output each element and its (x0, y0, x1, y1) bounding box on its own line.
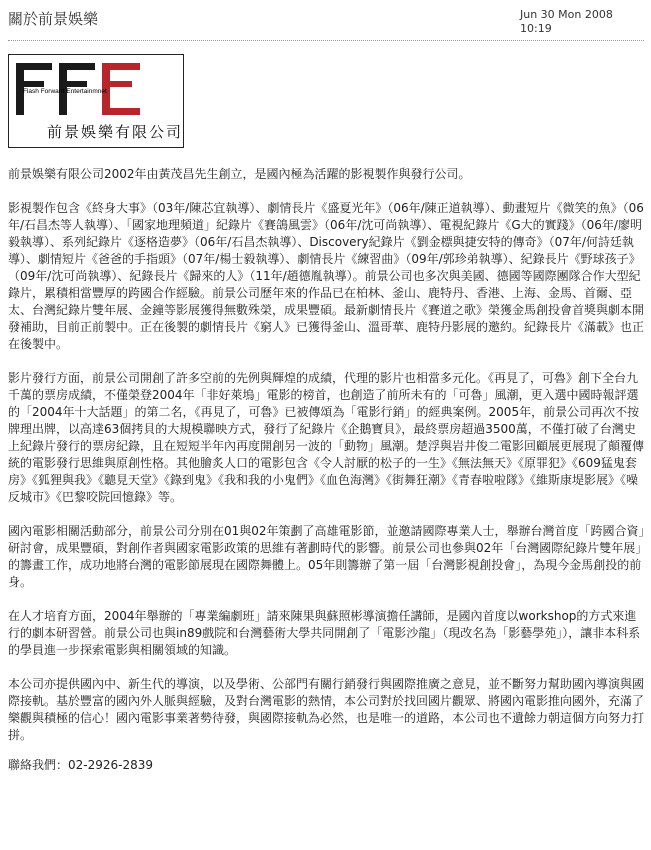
contact-info: 聯絡我們：02-2926-2839 (8, 758, 154, 772)
paragraph-intro: 前景娛樂有限公司2002年由黃茂昌先生創立，是國內極為活躍的影視製作與發行公司。 (8, 167, 471, 181)
logo-chinese-name: 前景娛樂有限公司 (47, 123, 184, 141)
post-date: Jun 30 Mon 2008 (520, 8, 613, 21)
post-timestamp (520, 8, 613, 36)
post-time: 10:19 (520, 22, 552, 35)
company-logo (8, 54, 184, 148)
paragraph-training: 在人才培育方面，2004年舉辦的「專業編劇班」請來陳果與蘇照彬導演擔任講師，是國內首度以workshop的方式來進行的劇本研習營。前景公司也與in89戲院和台灣藝術大學共同開創了「電影沙龍」（現改名為「影藝學苑」），讓非本科系的學員進一步探索電影與相關領域的知識。 (8, 609, 641, 657)
article-body (8, 166, 646, 791)
page-header (0, 0, 651, 40)
paragraph-production: 影視製作包含《終身大事》（03年/陳芯宜執導）、劇情長片《盛夏光年》（06年/陳正道執導）、動畫短片《微笑的魚》（06年/石昌杰等人執導）、「國家地理頻道」紀錄片《賽鴿風雲》（06年/沈可尚執導）、電視紀錄片《G大的實踐》（06年/廖明毅執導）、系列紀錄片《逐格造夢》（06年/石昌杰執導）、Discovery紀錄片《劉金標與捷安特的傳奇》（07年/何詩廷執導）、劇情短片《爸爸的手指頭》（07年/楊士毅執導）、劇情長片《練習曲》（09年/郭珍弟執導）、紀錄長片《野球孩子》（09年/沈可尚執導）、紀錄長片《歸來的人》（11年/趙德胤執導）。前景公司也多次與美國、德國等國際團隊合作大型紀錄片，累積相當豐厚的跨國合作經驗。前景公司歷年來的作品已在柏林、釜山、鹿特丹、香港、上海、金馬、首爾、亞太、台灣紀錄片雙年展、金鐘等影展獲得無數殊榮，成果豐碩。最新劇情長片《賽道之歌》榮獲金馬創投會首獎與劇本開發補助，目前正前製中。正在後製的劇情長片《窮人》已獲得釜山、溫哥華、鹿特丹影展的邀約。紀錄長片《滿載》也正在後製中。 (8, 201, 645, 351)
logo-english-name: Flash Forward Entertainmnet (23, 88, 107, 95)
paragraph-distribution: 影片發行方面，前景公司開創了許多空前的先例與輝煌的成績，代理的影片也相當多元化。《再見了，可魯》創下全台九千萬的票房成績，不僅榮登2004年「非好萊塢」電影的榜首，也創造了前所未有的「可魯」風潮，更入選中國時報評選的「2004年十大話題」的第二名，《再見了，可魯》已被傳頌為「電影行銷」的經典案例。2005年，前景公司再次不按牌理出牌，以高達63個拷貝的大規模聯映方式，發行了紀錄片《企鵝寶貝》，最終票房超過3500萬，不僅打破了台灣史上紀錄片發行的票房紀錄，且在短短半年內再度開創另一波的「動物」風潮。楚浮與岩井俊二電影回顧展更展現了顛覆傳統的電影發行思維與原創性格。其他膾炙人口的電影包含《令人討厭的松子的一生》《無法無天》《原罪犯》《609猛鬼套房》《狐狸與我》《聽見天堂》《錄到鬼》《我和我的小鬼們》《血色海灣》《街舞狂潮》《青春啦啦隊》《維斯康堤影展》《噪反城市》《巴黎咬院回憶錄》等。 (8, 371, 645, 504)
page-title: 關於前景娛樂 (8, 10, 99, 28)
paragraph-events: 國內電影相關活動部分，前景公司分別在01與02年策劃了高雄電影節，並邀請國際專業人士，舉辦台灣首度「跨國合資」研討會，成果豐碩，對創作者與國家電影政策的思維有著劃時代的影響。前景公司也參與02年「台灣國際紀錄片雙年展」的籌畫工作，成功地將台灣的電影節展現在國際舞體上。05年則籌辦了第一屆「台灣影視創投會」，為現今金馬創投的前身。 (8, 524, 645, 589)
title-divider (8, 40, 644, 41)
paragraph-mission: 本公司亦提供國內中、新生代的導演，以及學術、公部門有關行銷發行與國際推廣之意見，並不斷努力幫助國內導演與國際接軌。基於豐富的國內外人脈與經驗，及對台灣電影的熱情，本公司對於找回國片觀眾、將國內電影推向國外，充滿了樂觀與積極的信心！國內電影事業著勢待發，與國際接軌為必然，也是唯一的道路，本公司也不遺餘力朝這個方向努力打拼。 (8, 677, 645, 742)
